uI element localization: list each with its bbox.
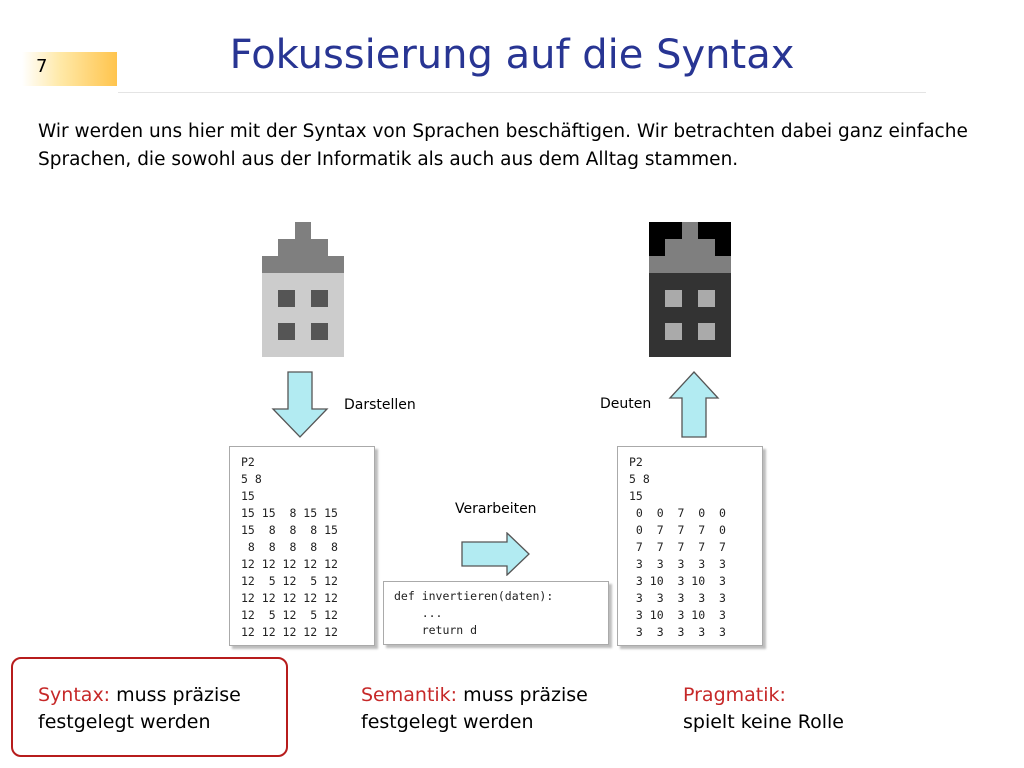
pgm-inverted-box <box>617 446 763 646</box>
syntax-statement <box>38 682 241 736</box>
code-box <box>383 581 609 645</box>
label-darstellen: Darstellen <box>344 397 416 413</box>
arrow-down-icon <box>270 371 330 439</box>
pragmatik-statement <box>683 682 844 736</box>
syntax-desc-line1: muss präzise <box>110 684 241 706</box>
arrow-right-icon <box>461 532 531 576</box>
semantik-term: Semantik: <box>361 684 458 706</box>
semantik-desc-line1: muss präzise <box>457 684 588 706</box>
title-divider <box>118 92 926 93</box>
pgm-original-box <box>229 446 375 646</box>
pragmatik-desc: spielt keine Rolle <box>683 711 844 733</box>
semantik-statement <box>361 682 588 736</box>
pgm-inverted-text: P2 5 8 15 0 0 7 0 0 0 7 7 7 0 7 7 7 7 7 3 3 3 3 3 3 10 3 10 3 3 3 3 3 3 3 10 3 10 3 3 3 3 3 3 <box>629 455 726 639</box>
pragmatik-term: Pragmatik: <box>683 684 786 706</box>
semantik-desc-line2: festgelegt werden <box>361 711 534 733</box>
arrow-up-icon <box>668 371 720 439</box>
house-image-original <box>262 222 344 357</box>
syntax-term: Syntax: <box>38 684 111 706</box>
house-image-inverted <box>649 222 731 357</box>
code-text: def invertieren(daten): ... return d <box>394 589 554 637</box>
label-verarbeiten: Verarbeiten <box>455 501 537 517</box>
intro-text: Wir werden uns hier mit der Syntax von Sprachen beschäftigen. Wir betrachten dabei ganz einfache Sprachen, die sowohl aus der Informatik als auch aus dem Alltag stammen. <box>38 121 968 170</box>
slide-number: 7 <box>36 56 48 77</box>
slide-title: Fokussierung auf die Syntax <box>229 32 795 78</box>
label-deuten: Deuten <box>600 396 652 412</box>
pgm-original-text: P2 5 8 15 15 15 8 15 15 15 8 8 8 15 8 8 8 8 8 12 12 12 12 12 12 5 12 5 12 12 12 12 12 12 12 5 12 5 12 12 12 12 12 12 <box>241 455 338 639</box>
syntax-desc-line2: festgelegt werden <box>38 711 211 733</box>
